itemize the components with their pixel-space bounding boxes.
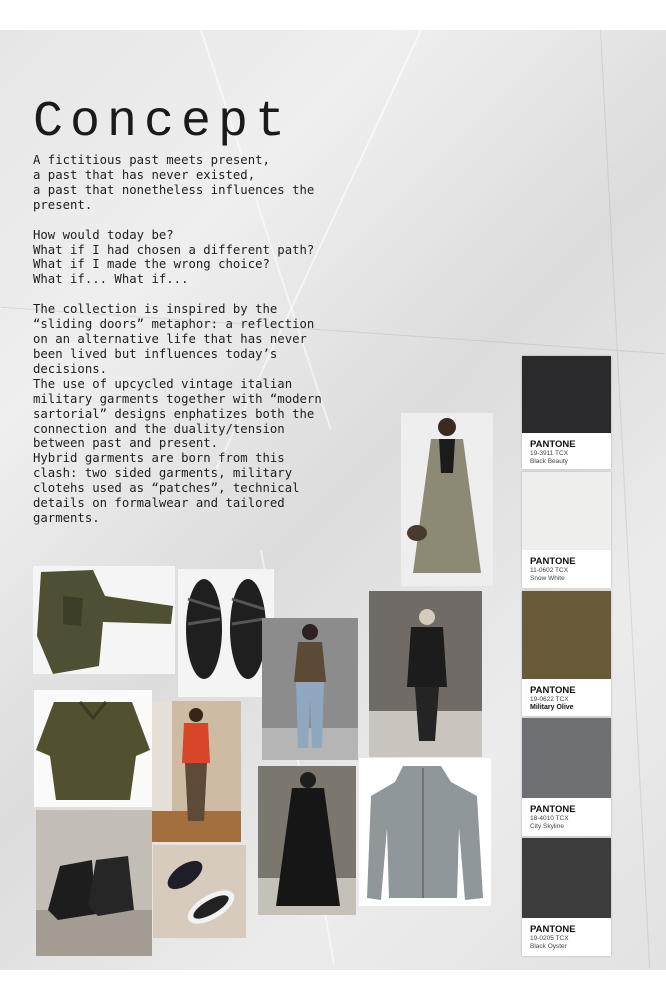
runway-look-illustration <box>262 618 358 760</box>
swatch-name: City Skyline <box>530 823 564 830</box>
page-title: Concept <box>33 93 293 151</box>
sweater-illustration <box>34 690 152 807</box>
photo-runway-long-coat <box>258 766 356 915</box>
swatch-brand: PANTONE <box>530 804 576 815</box>
swatch-color-chip <box>522 591 611 679</box>
photo-olive-jacket-flat <box>33 566 175 674</box>
swatch-brand: PANTONE <box>530 685 576 696</box>
swatch-color-chip <box>522 472 611 550</box>
photo-runway-suit-jeans <box>262 618 358 760</box>
swatch-code: 11-0602 TCX <box>530 567 569 574</box>
photo-trench-coat-model <box>401 413 493 586</box>
paragraph-intro: A fictitious past meets present, a past that has never existed, a past that nonetheless influences the present. <box>33 153 315 212</box>
pantone-swatch-military-olive <box>522 591 611 716</box>
swatch-brand: PANTONE <box>530 439 576 450</box>
olive-jacket-illustration <box>33 566 175 674</box>
shoes-illustration <box>153 845 246 938</box>
grey-jacket-illustration <box>359 758 491 906</box>
boots-illustration <box>36 810 152 956</box>
swatch-color-chip <box>522 838 611 918</box>
photo-red-jacket-model <box>152 701 241 842</box>
swatch-color-chip <box>522 718 611 798</box>
paragraph-questions: How would today be? What if I had chosen a different path? What if I made the wrong choice? What if... What if... <box>33 227 315 287</box>
photo-leather-shoes <box>153 845 246 938</box>
swatch-name: Black Beauty <box>530 458 568 465</box>
swatch-name: Snow White <box>530 575 565 582</box>
swatch-code: 18-4010 TCX <box>530 815 569 822</box>
swatch-code: 19-0622 TCX <box>530 696 569 703</box>
long-coat-illustration <box>258 766 356 915</box>
swatch-brand: PANTONE <box>530 556 576 567</box>
pantone-swatch-snow-white <box>522 472 611 588</box>
photo-black-sandals <box>178 569 274 697</box>
photo-olive-sweater <box>34 690 152 807</box>
pantone-swatch-city-skyline <box>522 718 611 836</box>
swatch-code: 19-3911 TCX <box>530 450 569 457</box>
trench-coat-illustration <box>401 413 493 586</box>
runway-black-illustration <box>369 591 482 757</box>
swatch-code: 19-0205 TCX <box>530 935 569 942</box>
paragraph-description: The collection is inspired by the “sliding doors” metaphor: a reflection on an alternative life that has never been lived but influences today’s decisions. The use of upcycled vintage italian military garments together with “modern sartorial” designs enphatizes both the connection and the duality/tension between past and present. Hybrid garments are born from this clash: two sided garments, military clotehs used as “patches”, technical details on formalwear and tailored garments. <box>33 302 322 525</box>
photo-grey-zip-jacket <box>359 758 491 906</box>
pantone-swatch-black-beauty <box>522 356 611 469</box>
concept-text <box>33 153 333 541</box>
sandals-illustration <box>178 569 274 697</box>
photo-runway-black-jacket <box>369 591 482 757</box>
photo-military-boots <box>36 810 152 956</box>
red-jacket-illustration <box>152 701 241 842</box>
pantone-swatch-black-oyster <box>522 838 611 956</box>
swatch-color-chip <box>522 356 611 433</box>
swatch-name: Black Oyster <box>530 943 567 950</box>
swatch-name: Military Olive <box>530 704 574 711</box>
swatch-brand: PANTONE <box>530 924 576 935</box>
